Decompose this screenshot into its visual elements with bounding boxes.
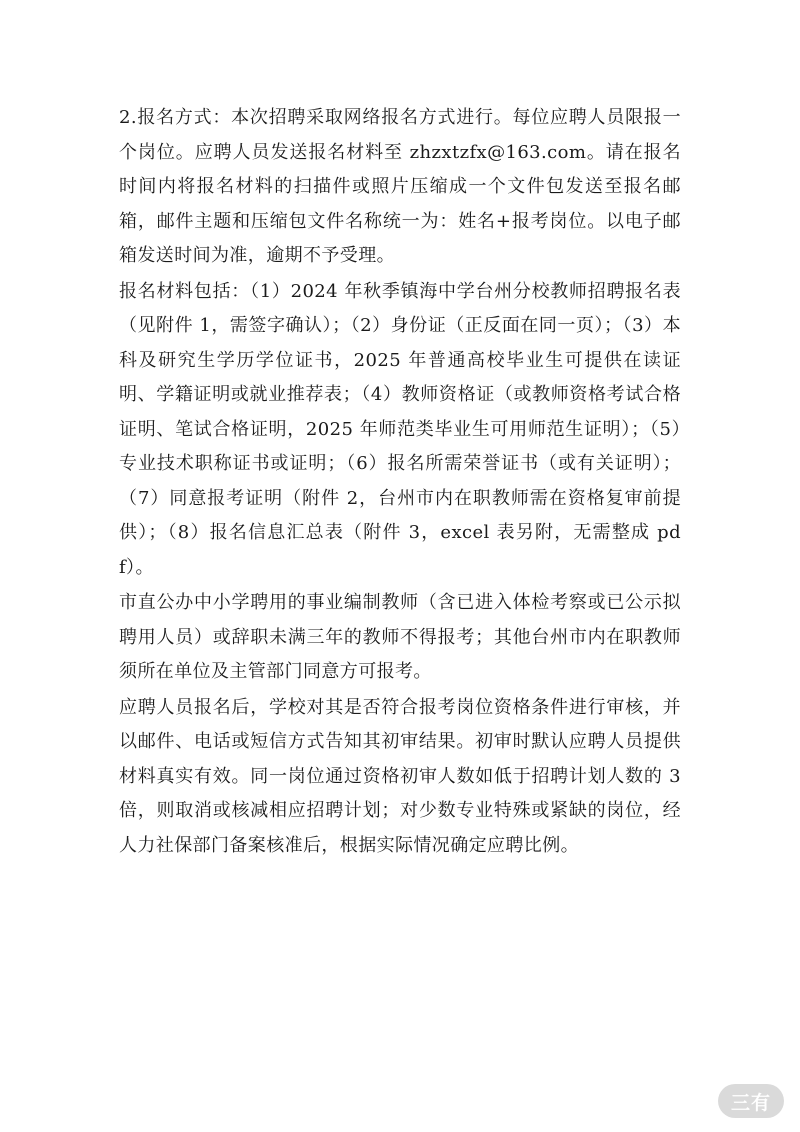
paragraph-eligibility-restrictions: 市直公办中小学聘用的事业编制教师（含已进入体检考察或已公示拟聘用人员）或辞职未满三年的教师不得报考；其他台州市内在职教师须所在单位及主管部门同意方可报考。	[119, 592, 681, 682]
watermark-logo	[718, 1084, 784, 1118]
paragraph-review-process: 应聘人员报名后，学校对其是否符合报考岗位资格条件进行审核，并以邮件、电话或短信方式告知其初审结果。初审时默认应聘人员提供材料真实有效。同一岗位通过资格初审人数如低于招聘计划人数的 3 倍，则取消或核减相应招聘计划；对少数专业特殊或紧缺的岗位，经人力社保部门备案核准后，根据实际情况确定应聘比例。	[119, 696, 681, 856]
watermark-text: 三有	[730, 1091, 771, 1114]
document-body	[119, 101, 681, 863]
paragraph-registration-materials: 报名材料包括：（1）2024 年秋季镇海中学台州分校教师招聘报名表（见附件 1，需签字确认）；（2）身份证（正反面在同一页）；（3）本科及研究生学历学位证书，2025 年普通高校毕业生可提供在读证明、学籍证明或就业推荐表；（4）教师资格证（或教师资格考试合格证明、笔试合格证明，2025 年师范类毕业生可用师范生证明）；（5）专业技术职称证书或证明；（6）报名所需荣誉证书（或有关证明）；（7）同意报考证明（附件 2，台州市内在职教师需在资格复审前提供）；（8）报名信息汇总表（附件 3，excel 表另附，无需整成 pdf）。	[119, 280, 681, 578]
paragraph-registration-method: 2.报名方式：本次招聘采取网络报名方式进行。每位应聘人员限报一个岗位。应聘人员发送报名材料至 zhzxtzfx@163.com。请在报名时间内将报名材料的扫描件或照片压缩成一个文件包发送至报名邮箱，邮件主题和压缩包文件名称统一为：姓名+报考岗位。以电子邮箱发送时间为准，逾期不予受理。	[119, 107, 681, 266]
